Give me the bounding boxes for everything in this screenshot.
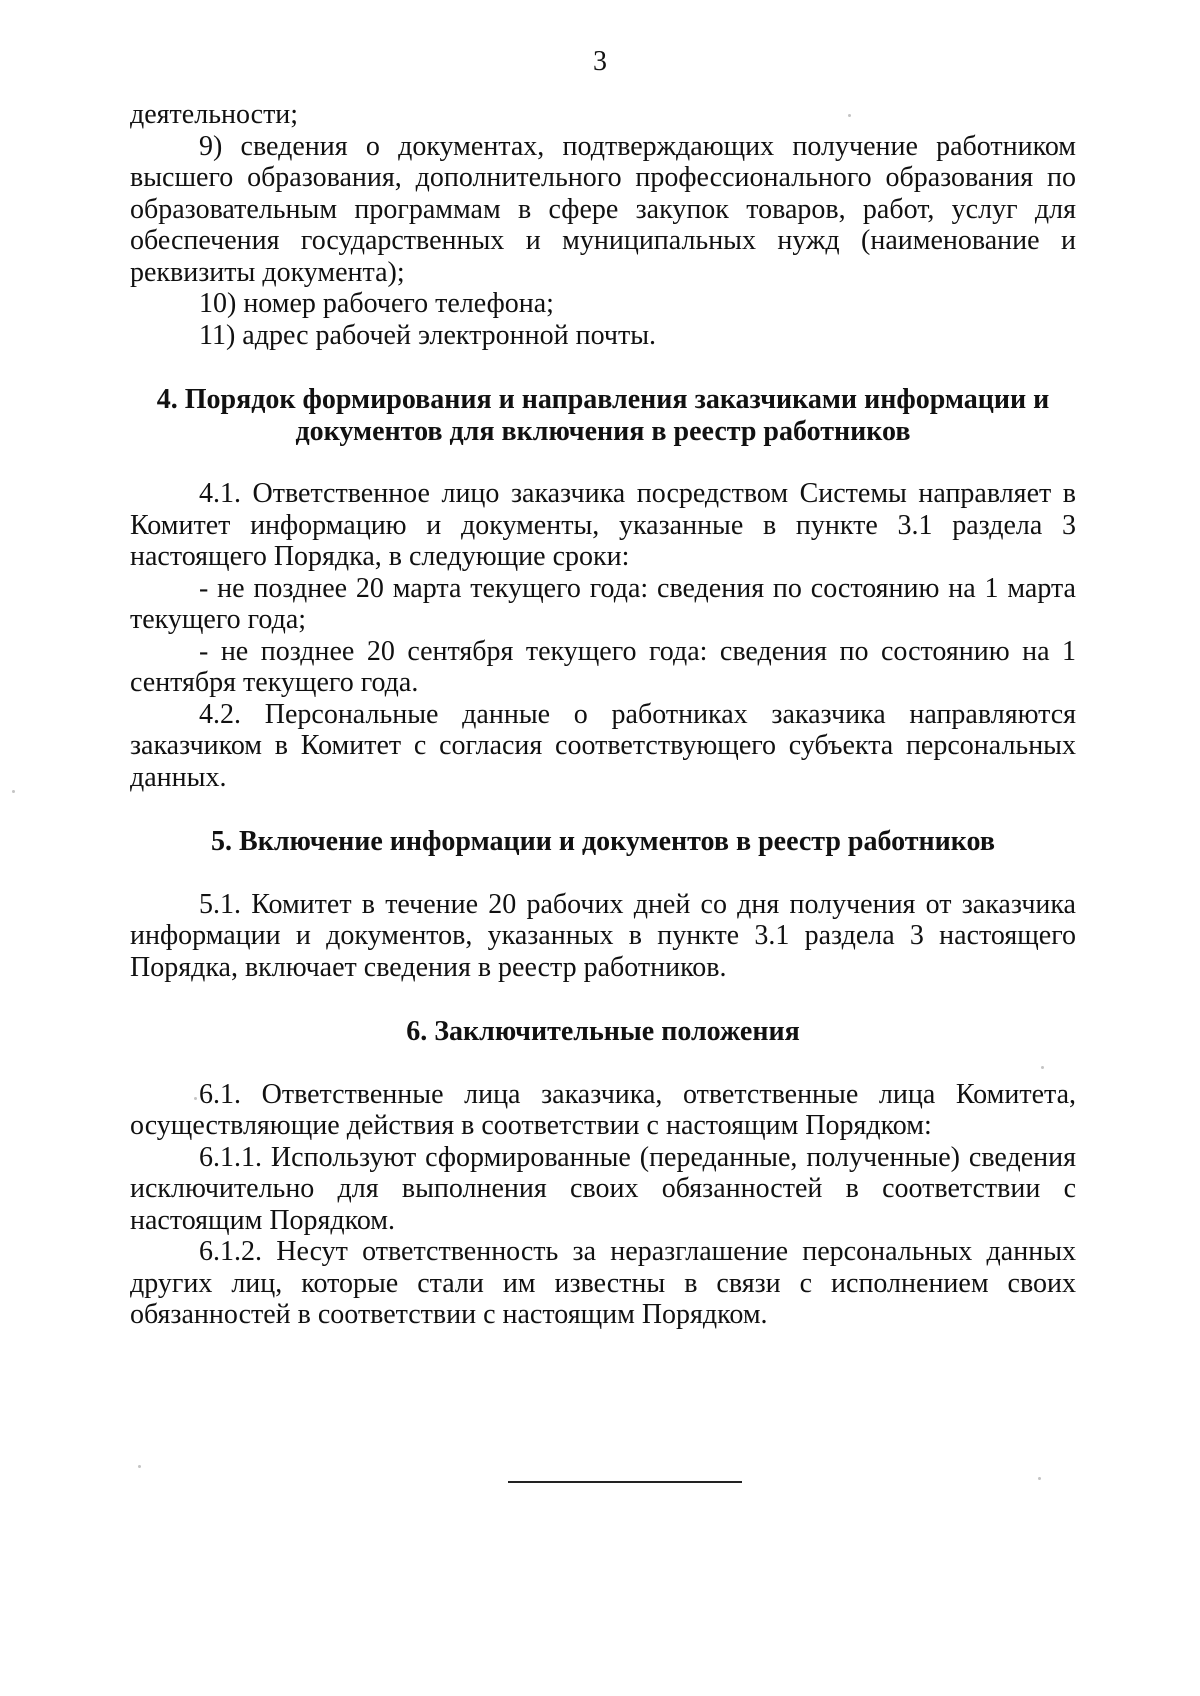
section-4-heading [130,384,1076,447]
section-6-heading: 6. Заключительные положения [406,1016,800,1047]
list-item-9: 9) сведения о документах, подтверждающих получение работником высшего образования, дополнительного профессионального образования по образовательным программам в сфере закупок товаров, работ, услуг для обеспечения государственных и муниципальных нужд (наименование и реквизиты документа); [130,130,1076,288]
paragraph-6-1-1: 6.1.1. Используют сформированные (переданные, полученные) сведения исключительно для выполнения своих обязанностей в соответствии с настоящим Порядком. [130,1141,1076,1236]
paragraph-4-1: 4.1. Ответственное лицо заказчика посредством Системы направляет в Комитет информацию и документы, указанные в пункте 3.1 раздела 3 настоящего Порядка, в следующие сроки: [130,478,1076,572]
section-4 [130,384,1076,793]
scan-speck [12,790,15,793]
paragraph-4-2: 4.2. Персональные данные о работниках заказчика направляются заказчиком в Комитет с согласия соответствующего субъекта персональных данных. [130,698,1076,793]
paragraph-4-1-deadline-september: - не позднее 20 сентября текущего года: сведения по состоянию на 1 сентября текущего года. [130,635,1076,698]
scan-speck [1038,1477,1041,1480]
paragraph-6-1: 6.1. Ответственные лица заказчика, ответственные лица Комитета, осуществляющие действия в соответствии с настоящим Порядком: [130,1078,1076,1141]
scan-speck [1041,1066,1044,1069]
end-divider-line [508,1481,742,1483]
section-4-heading-line1: 4. Порядок формирования и направления заказчиками информации и [156,384,1050,415]
section-5-heading: 5. Включение информации и документов в реестр работников [211,826,995,857]
scan-speck [138,1465,141,1468]
paragraph-6-1-2: 6.1.2. Несут ответственность за неразглашение персональных данных других лиц, которые стали им известны в связи с исполнением своих обязанностей в соответствии с настоящим Порядком. [130,1236,1076,1330]
scan-speck [194,1097,197,1100]
document-body [130,99,1076,1331]
section-4-heading-line2: документов для включения в реестр работников [295,415,911,447]
scan-speck [848,114,851,117]
section-6 [130,1016,1076,1331]
list-item-11: 11) адрес рабочей электронной почты. [199,319,657,351]
list-item-10: 10) номер рабочего телефона; [199,288,554,319]
paragraph-4-1-deadline-march: - не позднее 20 марта текущего года: сведения по состоянию на 1 марта текущего года; [130,572,1076,635]
paragraph-continuation: деятельности; [130,99,299,130]
paragraph-5-1: 5.1. Комитет в течение 20 рабочих дней со дня получения от заказчика информации и документов, указанных в пункте 3.1 раздела 3 настоящего Порядка, включает сведения в реестр работников. [130,888,1076,983]
page-number: 3 [593,46,607,77]
section-5 [130,826,1076,983]
